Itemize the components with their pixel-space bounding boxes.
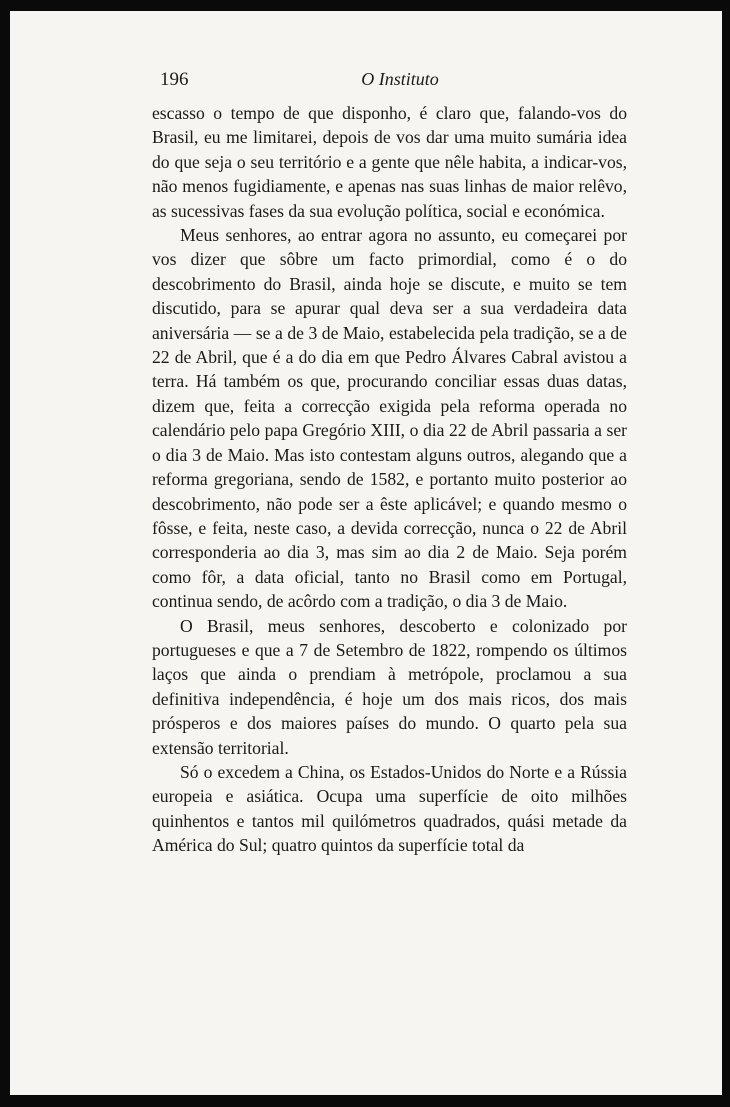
paragraph: Só o excedem a China, os Estados-Unidos do Norte e a Rússia europeia e asiática. Ocupa uma superfície de oito milhões quinhentos e tantos mil quilómetros quadrados, quási metade da América do Sul; quatro quintos da superfície total da	[152, 761, 627, 856]
page-header	[160, 69, 640, 99]
running-title: O Instituto	[361, 69, 439, 89]
page-number: 196	[160, 69, 189, 90]
paragraph: Meus senhores, ao entrar agora no assunto, eu começarei por vos dizer que sôbre um facto primordial, como é o do descobrimento do Brasil, ainda hoje se discute, e muito se tem discutido, para se apurar qual deva ser a sua verdadeira data aniversária — se a de 3 de Maio, estabelecida pela tradição, se a de 22 de Abril, que é a do dia em que Pedro Álvares Cabral avistou a terra. Há também os que, procurando conciliar essas duas datas, dizem que, feita a correcção exigida pela reforma operada no calendário pelo papa Gregório XIII, o dia 22 de Abril passaria a ser o dia 3 de Maio. Mas isto contestam alguns outros, alegando que a reforma gregoriana, sendo de 1582, e portanto muito posterior ao descobrimento, não pode ser a êste aplicável; e quando mesmo o fôsse, e feita, neste caso, a devida correcção, nunca o 22 de Abril corresponderia ao dia 3, mas sim ao dia 2 de Maio. Seja porém como fôr, a data oficial, tanto no Brasil como em Portugal, continua sendo, de acôrdo com a tradição, o dia 3 de Maio.	[152, 225, 627, 612]
paragraph: escasso o tempo de que disponho, é claro que, falando-vos do Brasil, eu me limitarei, depois de vos dar uma muito sumária idea do que seja o seu território e a gente que nêle habita, a indicar-vos, não menos fugidiamente, e apenas nas suas linhas de maior relêvo, as sucessivas fases da sua evolução política, social e económica.	[152, 103, 627, 221]
paragraph: O Brasil, meus senhores, descoberto e colonizado por portugueses e que a 7 de Setembro de 1822, rompendo os últimos laços que ainda o prendiam à metrópole, proclamou a sua definitiva independência, é hoje um dos mais ricos, dos mais prósperos e dos maiores países do mundo. O quarto pela sua extensão territorial.	[152, 615, 627, 758]
body-text	[152, 101, 627, 858]
